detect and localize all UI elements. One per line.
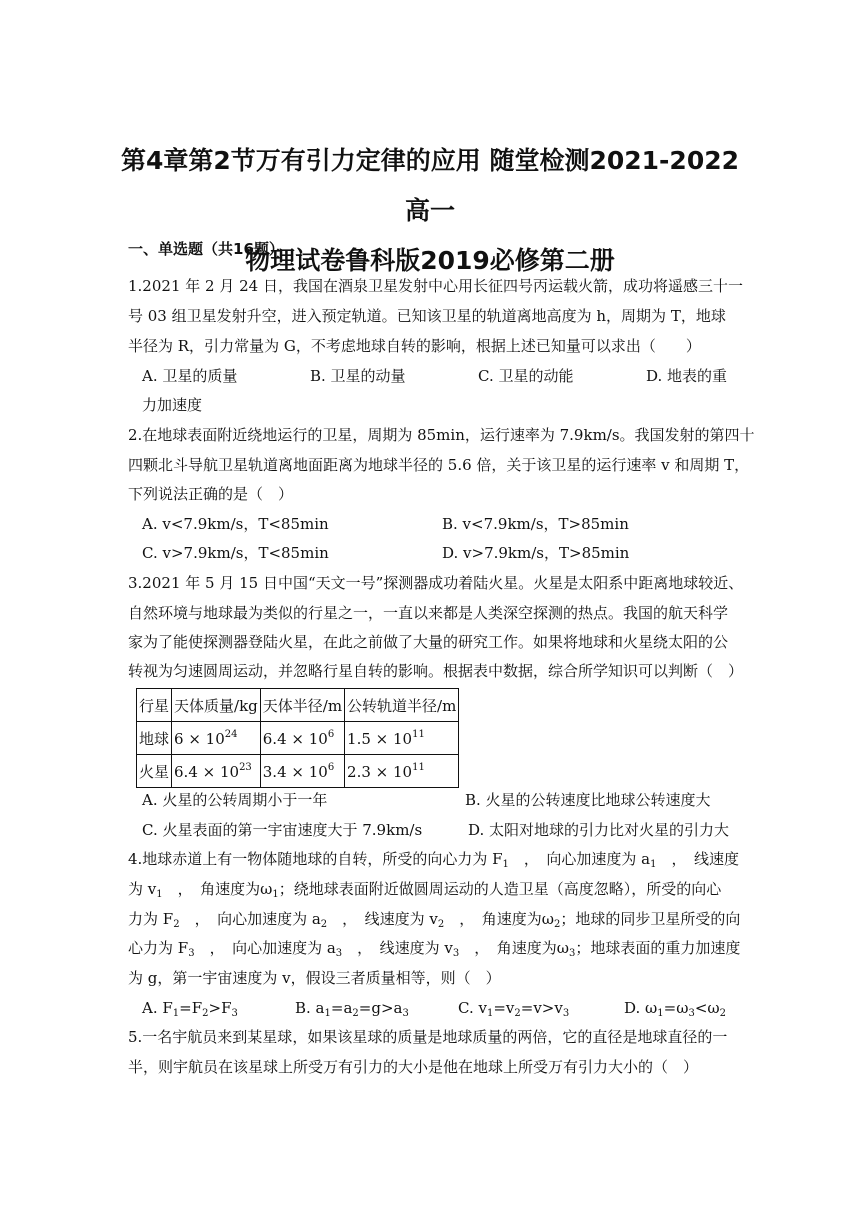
question-text-line: 力为 $F_2$ ， 向心加速度为 $a_2$ ， 线速度为 $v_2$ ， 角速度为$\omega_2$；地球的同步卫星所受的向 bbox=[128, 910, 741, 930]
table-row bbox=[137, 722, 459, 755]
option-a: A. v<7.9km/s，T<85min bbox=[142, 515, 329, 533]
question-text-line: 2.在地球表面附近绕地运行的卫星，周期为 85min，运行速率为 7.9km/s。我国发射的第四十 bbox=[128, 426, 755, 444]
table-header-cell: 行星 bbox=[137, 689, 172, 722]
question-text-line: 自然环境与地球最为类似的行星之一，一直以来都是人类深空探测的热点。我国的航天科学 bbox=[128, 604, 729, 622]
question-text-line: 半，则宇航员在该星球上所受万有引力的大小是他在地球上所受万有引力大小的（ ） bbox=[128, 1058, 699, 1076]
question-text-line: 家为了能使探测器登陆火星，在此之前做了大量的研究工作。如果将地球和火星绕太阳的公 bbox=[128, 633, 729, 651]
table-header-cell: 天体半径/m bbox=[260, 689, 344, 722]
question-text-line: 1.2021 年 2 月 24 日，我国在酒泉卫星发射中心用长征四号丙运载火箭，成功将遥感三十一 bbox=[128, 277, 743, 295]
option-a: A. 卫星的质量 bbox=[142, 367, 238, 385]
table-header-cell: 公转轨道半径/m bbox=[345, 689, 459, 722]
title-line-2: 物理试卷鲁科版2019必修第二册 bbox=[245, 246, 615, 275]
table-cell-planet: 地球 bbox=[137, 722, 172, 755]
option-d: D. 太阳对地球的引力比对火星的引力大 bbox=[468, 821, 730, 839]
question-text-line: 心力为 $F_3$ ， 向心加速度为 $a_3$ ， 线速度为 $v_3$ ， 角速度为$\omega_3$；地球表面的重力加速度 bbox=[128, 939, 741, 959]
question-text-line: 四颗北斗导航卫星轨道离地面距离为地球半径的 5.6 倍，关于该卫星的运行速率 v 和周期 T， bbox=[128, 456, 750, 474]
option-d-continued: 力加速度 bbox=[142, 396, 203, 414]
option-b: B. v<7.9km/s，T>85min bbox=[442, 515, 629, 533]
option-b: B. $a_1=a_2=g>a_3$ bbox=[295, 999, 409, 1019]
option-d: D. v>7.9km/s，T>85min bbox=[442, 544, 630, 562]
title-line-1: 第4章第2节万有引力定律的应用 随堂检测2021-2022高一 bbox=[120, 146, 740, 225]
document-title bbox=[110, 136, 750, 286]
question-text-line: 半径为 R，引力常量为 G，不考虑地球自转的影响，根据上述已知量可以求出（ ） bbox=[128, 337, 701, 355]
option-a: A. 火星的公转周期小于一年 bbox=[142, 791, 328, 809]
question-text-line: 号 03 组卫星发射升空，进入预定轨道。已知该卫星的轨道离地高度为 h，周期为 T，地球 bbox=[128, 307, 726, 325]
question-text-line: 为 g，第一宇宙速度为 v，假设三者质量相等，则（ ） bbox=[128, 969, 501, 987]
table-cell-orbit: $2.3 \times 10^{11}$ bbox=[345, 755, 459, 788]
table-header-row bbox=[137, 689, 459, 722]
question-text-line: 为 $v_1$ ， 角速度为$\omega_1$；绕地球表面附近做圆周运动的人造卫星（高度忽略），所受的向心 bbox=[128, 880, 722, 900]
question-text-line: 转视为匀速圆周运动，并忽略行星自转的影响。根据表中数据，综合所学知识可以判断（ ） bbox=[128, 662, 744, 680]
question-text-line: 5.一名宇航员来到某星球，如果该星球的质量是地球质量的两倍，它的直径是地球直径的一 bbox=[128, 1028, 728, 1046]
option-b: B. 火星的公转速度比地球公转速度大 bbox=[465, 791, 711, 809]
option-b: B. 卫星的动量 bbox=[310, 367, 406, 385]
question-text-line: 3.2021 年 5 月 15 日中国“天文一号”探测器成功着陆火星。火星是太阳系中距离地球较近、 bbox=[128, 574, 744, 592]
option-c: C. $v_1=v_2=v>v_3$ bbox=[458, 999, 570, 1019]
option-a: A. $F_1=F_2>F_3$ bbox=[142, 999, 238, 1019]
option-c: C. v>7.9km/s，T<85min bbox=[142, 544, 329, 562]
option-c: C. 卫星的动能 bbox=[478, 367, 574, 385]
table-cell-planet: 火星 bbox=[137, 755, 172, 788]
table-cell-radius: $3.4 \times 10^6$ bbox=[260, 755, 344, 788]
table-header-cell: 天体质量/kg bbox=[172, 689, 261, 722]
option-c: C. 火星表面的第一宇宙速度大于 7.9km/s bbox=[142, 821, 423, 839]
option-d: D. 地表的重 bbox=[646, 367, 728, 385]
table-cell-mass: $6.4 \times 10^{23}$ bbox=[172, 755, 261, 788]
table-cell-radius: $6.4 \times 10^6$ bbox=[260, 722, 344, 755]
table-row bbox=[137, 755, 459, 788]
option-d: D. $\omega_1=\omega_3<\omega_2$ bbox=[624, 999, 727, 1019]
question-text-line: 下列说法正确的是（ ） bbox=[128, 485, 294, 503]
section-heading: 一、单选题（共16题） bbox=[128, 240, 284, 258]
planet-data-table bbox=[136, 688, 459, 788]
table-cell-orbit: $1.5 \times 10^{11}$ bbox=[345, 722, 459, 755]
table-cell-mass: $6 \times 10^{24}$ bbox=[172, 722, 261, 755]
question-text-line: 4.地球赤道上有一物体随地球的自转，所受的向心力为 $F_1$ ， 向心加速度为 $a_1$ ， 线速度 bbox=[128, 850, 739, 870]
